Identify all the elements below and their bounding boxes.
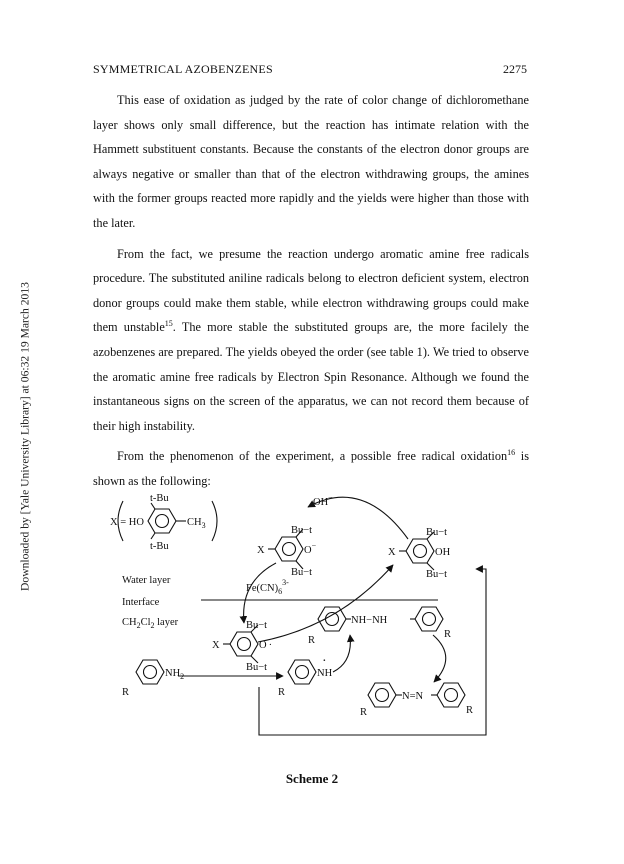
aminyl-ring xyxy=(288,660,316,684)
hydrazo-ring-left xyxy=(318,607,346,631)
running-head: SYMMETRICAL AZOBENZENES xyxy=(93,62,273,76)
paragraph-1: This ease of oxidation as judged by the rate of color change of dichloromethane layer shows only small difference, but the reaction has intimate relation with the Hammett substituent constants. Because the constants of the electron donor groups are always negative or smaller than that of the electron withdrawing groups, the amines with the former groups reacted more rapidly and the yields were higher than those with the later. xyxy=(93,93,529,230)
aminyl-aromatic-circle xyxy=(296,666,309,679)
reference-16: 16 xyxy=(507,448,516,458)
hydrazo-r-right: R xyxy=(444,629,452,640)
scheme-caption: Scheme 2 xyxy=(285,771,339,786)
phenol-x-definition: X = HO xyxy=(110,517,144,528)
reference-15: 15 xyxy=(164,319,173,329)
azo-r-right: R xyxy=(466,705,474,716)
phenoxide-charge: − xyxy=(311,541,317,550)
dcm-c: CH xyxy=(122,617,137,628)
azo-ring-right xyxy=(437,683,465,707)
body-text xyxy=(93,88,529,500)
methyl-subscript: 3 xyxy=(201,521,206,530)
radical-dot: · xyxy=(268,640,273,651)
aniline-ring xyxy=(136,660,164,684)
phenol-product-ring xyxy=(406,539,434,563)
paragraph-2 xyxy=(93,242,529,439)
download-watermark: Downloaded by [Yale University Library] at 06:32 19 March 2013 xyxy=(18,282,32,591)
azo-ring-left-circle xyxy=(376,689,389,702)
aminyl-dot: · xyxy=(322,654,327,669)
ferricyanide-subscript: 6 xyxy=(278,587,283,596)
methyl-label xyxy=(187,517,206,530)
dcm-cl: Cl xyxy=(140,617,151,628)
recycle-loop-arrow xyxy=(259,569,486,735)
phenoxide-oxygen xyxy=(304,541,317,556)
phenol-ring xyxy=(148,509,176,533)
aniline-nh: NH xyxy=(165,668,181,679)
hydroxide-formula: OH xyxy=(313,497,329,508)
tbu-label-bottom: t-Bu xyxy=(150,541,169,552)
dcm-layer-label xyxy=(122,617,179,630)
aniline-amine xyxy=(165,668,184,681)
phenol-product-tbu-bottom: Bu−t xyxy=(426,569,448,580)
phenol-product-oh: OH xyxy=(435,547,451,558)
interface-label: Interface xyxy=(122,597,160,608)
azo-ring-right-circle xyxy=(445,689,458,702)
tbu-label-top: t-Bu xyxy=(150,493,169,504)
paragraph-3-text-cont: is shown as the following: xyxy=(93,449,529,488)
radical-tbu-bottom: Bu−t xyxy=(246,662,268,673)
phenol-product-x: X xyxy=(388,547,396,558)
hydrazo-r-left: R xyxy=(308,635,316,646)
azo-r-left: R xyxy=(360,707,368,718)
radical-x: X xyxy=(212,640,220,651)
azo-ring-left xyxy=(368,683,396,707)
ferricyanide-formula: Fe(CN) xyxy=(246,583,279,594)
dcm-cl-subscript: 2 xyxy=(150,621,155,630)
phenoxide-ring xyxy=(275,537,303,561)
ferricyanide-superscript: 3- xyxy=(282,578,289,587)
phenol-aromatic-circle xyxy=(156,515,169,528)
aniline-aromatic-circle xyxy=(144,666,157,679)
hydroxide-label xyxy=(313,493,333,508)
phenoxide-tbu-bottom: Bu−t xyxy=(291,567,313,578)
hydrazo-ring-left-circle xyxy=(326,613,339,626)
phenol-product-aromatic-circle xyxy=(414,545,427,558)
dcm-layer-word: layer xyxy=(154,617,179,628)
phenoxide-aromatic-circle xyxy=(283,543,296,556)
water-layer-label: Water layer xyxy=(122,575,171,586)
aniline-subscript: 2 xyxy=(180,672,185,681)
aminyl-label: NH xyxy=(317,668,333,679)
phenol-product-tbu-top: Bu−t xyxy=(426,527,448,538)
phenoxy-radical-aromatic-circle xyxy=(238,638,251,651)
paragraph-2-text-cont: . The more stable the substituted groups are, the more facilely the azobenzenes are prepared. The yields obeyed the order (see table 1). We tried to observe the aromatic amine free radicals by Electron Spin Resonance. Although we found the instantaneous signs on the screen of the apparatus, we can not record them because of their high instability. xyxy=(93,320,529,433)
right-paren xyxy=(212,501,217,541)
methyl-atom: CH xyxy=(187,517,202,528)
phenoxide-o: O xyxy=(304,545,312,556)
aminyl-r: R xyxy=(278,687,286,698)
page-number: 2275 xyxy=(503,62,527,76)
oxidation-to-azo-arrow xyxy=(433,635,446,682)
hydroxide-charge: − xyxy=(328,493,333,502)
paragraph-3-text: From the phenomenon of the experiment, a possible free radical oxidation xyxy=(117,449,508,464)
azo-link: N=N xyxy=(402,691,424,702)
dcm-h-subscript: 2 xyxy=(136,621,141,630)
tbu-bond-bottom xyxy=(151,533,155,539)
ferricyanide-label xyxy=(246,578,289,596)
phenoxide-tbu-top: Bu−t xyxy=(291,525,313,536)
phenoxide-x: X xyxy=(257,545,265,556)
hydrazo-ring-right xyxy=(415,607,443,631)
reaction-scheme xyxy=(108,477,528,747)
hydrazo-link: NH−NH xyxy=(351,615,388,626)
aniline-r: R xyxy=(122,687,130,698)
radical-tbu-top: Bu−t xyxy=(246,620,268,631)
radical-o: O xyxy=(259,640,267,651)
paragraph-2-text: From the fact, we presume the reaction undergo aromatic amine free radicals procedure. The substituted aniline radicals belong to electron deficient system, electron donor groups could make them stable, while electron withdrawing groups could make them unstable xyxy=(93,246,529,335)
radical-oxygen xyxy=(259,640,272,651)
phenoxy-radical-ring xyxy=(230,632,258,656)
coupling-arrow xyxy=(333,635,350,672)
hydrazo-ring-right-circle xyxy=(423,613,436,626)
reaction-scheme-diagram xyxy=(108,477,528,747)
